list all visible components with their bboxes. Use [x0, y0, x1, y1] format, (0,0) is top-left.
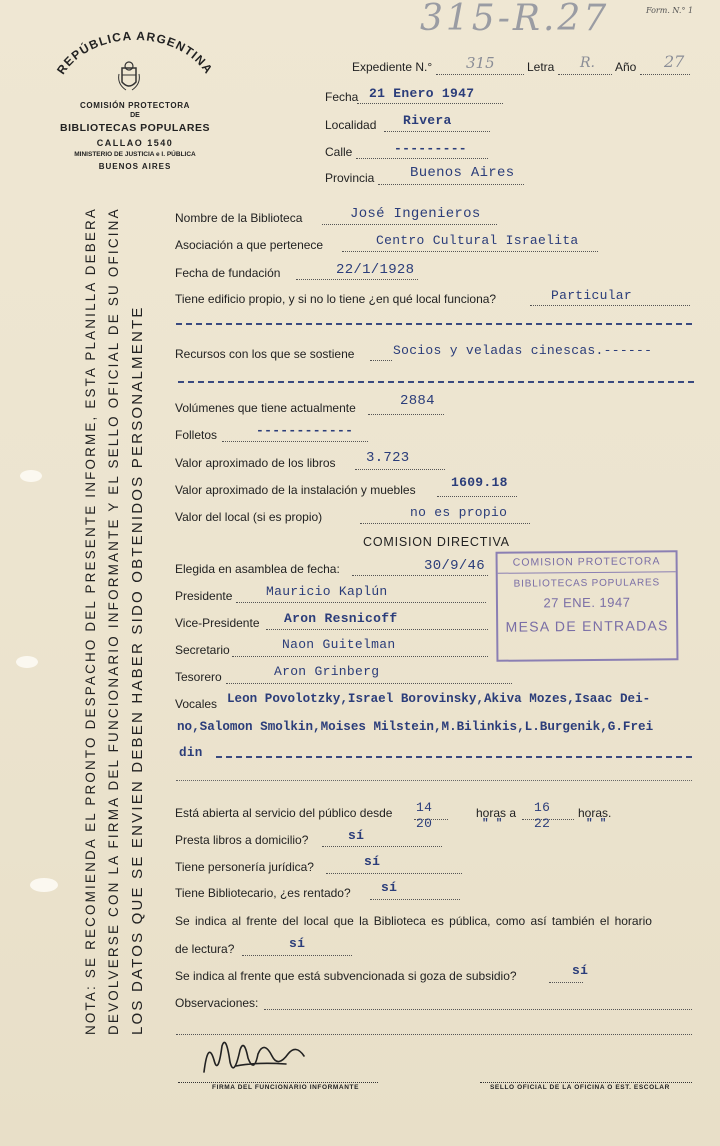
desde-2: 20 — [416, 816, 433, 831]
tesorero-label: Tesorero — [175, 670, 222, 684]
entry-stamp — [496, 550, 679, 662]
vocales-label: Vocales — [175, 697, 218, 711]
fundacion-label: Fecha de fundación — [175, 266, 281, 280]
republic-arch-label: REPÚBLICA ARGENTINA — [54, 28, 216, 77]
header-line5: MINISTERIO DE JUSTICIA e I. PÚBLICA — [74, 151, 196, 158]
edificio-label: Tiene edificio propio, y si no lo tiene ¿en qué local funciona? — [175, 292, 497, 306]
vocales-line2: no,Salomon Smolkin,Moises Milstein,M.Bilinkis,L.Burgenik,G.Frei — [177, 720, 654, 734]
subvencion-value: sí — [572, 963, 589, 978]
bibliotecario-value: sí — [381, 880, 398, 895]
secretario-value: Naon Guitelman — [282, 637, 396, 652]
folletos-value: ------------ — [256, 423, 354, 438]
fundacion-value: 22/1/1928 — [336, 262, 415, 278]
valor-libros-value: 3.723 — [366, 450, 410, 466]
ditto-left: " " — [482, 818, 503, 830]
fecha-value: 21 Enero 1947 — [369, 86, 475, 101]
hasta-1: 16 — [534, 800, 551, 815]
presidente-value: Mauricio Kaplún — [266, 584, 388, 599]
asociacion-value: Centro Cultural Israelita — [376, 233, 579, 248]
signature-line — [178, 1082, 378, 1083]
provincia-label: Provincia — [325, 171, 375, 185]
volumenes-value: 2884 — [400, 393, 435, 409]
presta-value: sí — [348, 828, 365, 843]
recursos-label: Recursos con los que se sostiene — [175, 347, 355, 361]
indica-value: sí — [289, 936, 306, 951]
punch-hole-top — [20, 470, 42, 482]
subvencion-label: Se indica al frente que está subvencionada si goza de subsidio? — [175, 969, 517, 983]
form-number: Form. N.° 1 — [646, 6, 694, 15]
horas-a-label: horas a — [476, 806, 517, 820]
nota-line1: NOTA: SE RECOMIENDA EL PRONTO DESPACHO DEL PRESENTE INFORME, ESTA PLANILLA DEBERA — [83, 206, 98, 1035]
observaciones-label: Observaciones: — [175, 996, 259, 1010]
header-line2: DE — [130, 112, 140, 119]
indica-label-2: de lectura? — [175, 942, 235, 956]
anio-label: Año — [615, 60, 637, 74]
vice-value: Aron Resnicoff — [284, 611, 398, 626]
asociacion-label: Asociación a que pertenece — [175, 238, 324, 252]
vocales-line3: din — [179, 746, 203, 760]
stamp-line2: BIBLIOTECAS POPULARES — [513, 577, 660, 590]
volumenes-label: Volúmenes que tiene actualmente — [175, 401, 356, 415]
signature — [196, 1032, 326, 1082]
stamp-line1: COMISION PROTECTORA — [498, 555, 676, 574]
comision-title: COMISION DIRECTIVA — [363, 535, 510, 549]
valor-libros-label: Valor aproximado de los libros — [175, 456, 336, 470]
seal-line — [480, 1082, 692, 1083]
bibliotecario-label: Tiene Bibliotecario, ¿es rentado? — [175, 886, 351, 900]
vocales-line1: Leon Povolotzky,Israel Borovinsky,Akiva Mozes,Isaac Dei- — [227, 692, 651, 706]
servicio-label: Está abierta al servicio del público desde — [175, 806, 393, 820]
nota-line3: LOS DATOS QUE SE ENVIEN DEBEN HABER SIDO OBTENIDOS PERSONALMENTE — [129, 305, 146, 1035]
nombre-value: José Ingenieros — [350, 206, 481, 222]
header-line1: COMISIÓN PROTECTORA — [80, 101, 190, 110]
localidad-value: Rivera — [403, 113, 452, 128]
secretario-label: Secretario — [175, 643, 230, 657]
dash-line-1 — [176, 323, 692, 325]
expediente-value: 315 — [466, 54, 495, 72]
stamp-date: 27 ENE. 1947 — [543, 594, 631, 611]
dash-line-2 — [178, 381, 694, 383]
header-line4: CALLAO 1540 — [96, 138, 174, 148]
localidad-label: Localidad — [325, 118, 377, 132]
header-line6: BUENOS AIRES — [98, 162, 172, 171]
personeria-label: Tiene personería jurídica? — [175, 860, 314, 874]
provincia-value: Buenos Aires — [410, 165, 515, 181]
indica-label-1: Se indica al frente del local que la Biblioteca es pública, como así también el horario — [175, 914, 652, 928]
dotted-line-blank — [176, 780, 692, 781]
punch-hole-bottom — [30, 878, 58, 892]
valor-instalacion-label: Valor aproximado de la instalación y muebles — [175, 483, 416, 497]
recursos-value: Socios y veladas cinescas.------ — [393, 343, 653, 358]
stamp-line3: MESA DE ENTRADAS — [505, 617, 669, 635]
tesorero-value: Aron Grinberg — [274, 664, 380, 679]
header-line3: BIBLIOTECAS POPULARES — [60, 122, 210, 134]
dash-line-3 — [216, 756, 692, 758]
letra-label: Letra — [527, 60, 555, 74]
horas-label: horas. — [578, 806, 612, 820]
hasta-2: 22 — [534, 816, 551, 831]
vice-label: Vice-Presidente — [175, 616, 260, 630]
calle-value: --------- — [394, 141, 467, 156]
punch-hole-middle — [16, 656, 38, 668]
nombre-label: Nombre de la Biblioteca — [175, 211, 303, 225]
valor-local-label: Valor del local (si es propio) — [175, 510, 323, 524]
top-handwritten-number: 315-R.27 — [420, 0, 610, 39]
folletos-label: Folletos — [175, 428, 218, 442]
expediente-label: Expediente N.° — [352, 60, 433, 74]
presta-label: Presta libros a domicilio? — [175, 833, 309, 847]
edificio-value: Particular — [551, 288, 633, 303]
presidente-label: Presidente — [175, 589, 233, 603]
fecha-label: Fecha — [325, 90, 359, 104]
firma-caption: FIRMA DEL FUNCIONARIO INFORMANTE — [212, 1084, 360, 1091]
valor-local-value: no es propio — [410, 505, 508, 520]
ditto-right: " " — [586, 818, 607, 830]
nota-line2: DEVOLVERSE CON LA FIRMA DEL FUNCIONARIO INFORMANTE Y EL SELLO OFICIAL DE SU OFICINA — [106, 207, 121, 1035]
elegida-value: 30/9/46 — [424, 558, 485, 574]
letra-value: R. — [580, 55, 595, 71]
anio-value: 27 — [664, 52, 685, 71]
calle-label: Calle — [325, 145, 353, 159]
sello-caption: SELLO OFICIAL DE LA OFICINA O EST. ESCOLAR — [490, 1084, 670, 1091]
personeria-value: sí — [364, 854, 381, 869]
desde-1: 14 — [416, 800, 433, 815]
valor-instalacion-value: 1609.18 — [451, 475, 508, 490]
coat-of-arms-icon — [116, 60, 142, 96]
elegida-label: Elegida en asamblea de fecha: — [175, 562, 340, 576]
